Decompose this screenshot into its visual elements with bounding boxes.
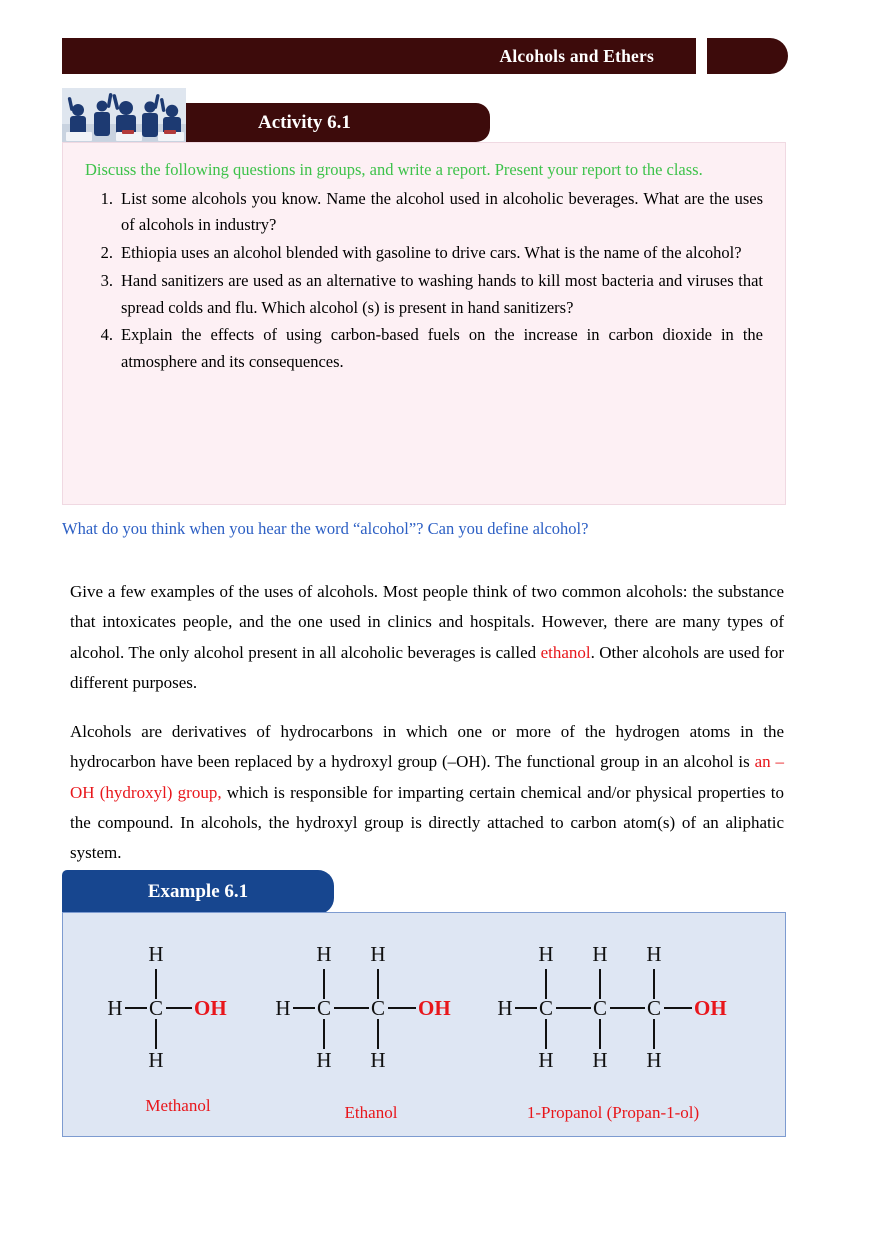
- example-box: [62, 912, 786, 1137]
- body-paragraph-1: [70, 577, 784, 698]
- propanol-label: 1-Propanol (Propan-1-ol): [526, 1103, 700, 1122]
- activity-question-item: Ethiopia uses an alcohol blended with gasoline to drive cars. What is the name of the alcohol?: [121, 243, 742, 263]
- activity-tab-label: Activity 6.1: [258, 111, 351, 133]
- atom-label-hydrogen: H: [370, 942, 386, 966]
- atom-label-hydroxyl: OH: [418, 996, 451, 1020]
- atom-label-hydrogen: H: [107, 996, 123, 1020]
- atom-label-hydrogen: H: [316, 942, 332, 966]
- atom-label-carbon: C: [538, 996, 554, 1020]
- body-paragraph-2: [70, 717, 784, 868]
- activity-question-item: Explain the effects of using carbon-based fuels on the increase in carbon dioxide in the atmosphere and its consequences.: [121, 325, 763, 372]
- propanol-structure: [493, 931, 773, 1096]
- reflection-prompt: What do you think when you hear the word “alcohol”? Can you define alcohol?: [62, 519, 589, 538]
- methanol-label: Methanol: [145, 1096, 211, 1115]
- atom-label-hydrogen: H: [148, 942, 164, 966]
- atom-label-carbon: C: [148, 996, 164, 1020]
- activity-tab: [186, 103, 490, 142]
- atom-label-carbon: C: [592, 996, 608, 1020]
- paragraph-1-text-part-2: . Other alcohols are used for different purposes.: [70, 642, 784, 692]
- atom-label-hydrogen: H: [538, 942, 554, 966]
- atom-label-hydrogen: H: [592, 942, 608, 966]
- activity-question-list: [85, 186, 763, 376]
- paragraph-1-text-part-1: Give a few examples of the uses of alcohols. Most people think of two common alcohols: the substance that intoxicates people, and the one used in clinics and hospitals. However, there are many types of alcohol. The only alcohol present in all alcoholic beverages is called: [70, 582, 784, 662]
- methanol-structure: [93, 931, 263, 1096]
- page-title: Alcohols and Ethers: [499, 45, 654, 66]
- activity-header: [62, 88, 788, 142]
- activity-question-item: Hand sanitizers are used as an alternative to washing hands to kill most bacteria and viruses that spread colds and flu. Which alcohol (s) is present in hand sanitizers?: [121, 270, 763, 317]
- atom-label-hydrogen: H: [148, 1048, 164, 1072]
- activity-question-item: List some alcohols you know. Name the alcohol used in alcoholic beverages. What are the uses of alcohols in industry?: [121, 188, 763, 235]
- paragraph-2-text-part-1: Alcohols are derivatives of hydrocarbons in which one or more of the hydrogen atoms in the hydrocarbon have been replaced by a hydroxyl group (–OH). The functional group in an alcohol is: [70, 722, 784, 772]
- atom-label-hydrogen: H: [316, 1048, 332, 1072]
- hydroxyl-group-highlight: an –OH (hydroxyl) group,: [70, 752, 784, 802]
- ethanol-highlight: ethanol: [540, 642, 591, 662]
- atom-label-hydrogen: H: [592, 1048, 608, 1072]
- atom-label-hydroxyl: OH: [194, 996, 227, 1020]
- activity-box: [62, 142, 786, 505]
- atom-label-hydrogen: H: [497, 996, 513, 1020]
- atom-label-carbon: C: [646, 996, 662, 1020]
- running-header: [62, 38, 788, 74]
- atom-label-hydrogen: H: [538, 1048, 554, 1072]
- atom-label-hydrogen: H: [646, 1048, 662, 1072]
- ethanol-structure: [271, 931, 471, 1096]
- atom-label-carbon: C: [370, 996, 386, 1020]
- example-tab: [62, 870, 334, 914]
- header-bar: [62, 38, 696, 74]
- example-tab-label: Example 6.1: [147, 881, 249, 902]
- atom-label-carbon: C: [316, 996, 332, 1020]
- structure-diagram-group: [63, 913, 785, 1136]
- activity-intro-text: Discuss the following questions in groups, and write a report. Present your report to the class.: [85, 160, 703, 179]
- header-end-cap: [707, 38, 788, 74]
- ethanol-label: Ethanol: [344, 1103, 398, 1122]
- students-raising-hands-photo: [62, 88, 186, 142]
- atom-label-hydrogen: H: [646, 942, 662, 966]
- atom-label-hydrogen: H: [275, 996, 291, 1020]
- atom-label-hydroxyl: OH: [694, 996, 727, 1020]
- atom-label-hydrogen: H: [370, 1048, 386, 1072]
- paragraph-2-text-part-2: which is responsible for imparting certain chemical and/or physical properties to the compound. In alcohols, the hydroxyl group is directly attached to carbon atom(s) of an aliphatic system.: [70, 782, 784, 862]
